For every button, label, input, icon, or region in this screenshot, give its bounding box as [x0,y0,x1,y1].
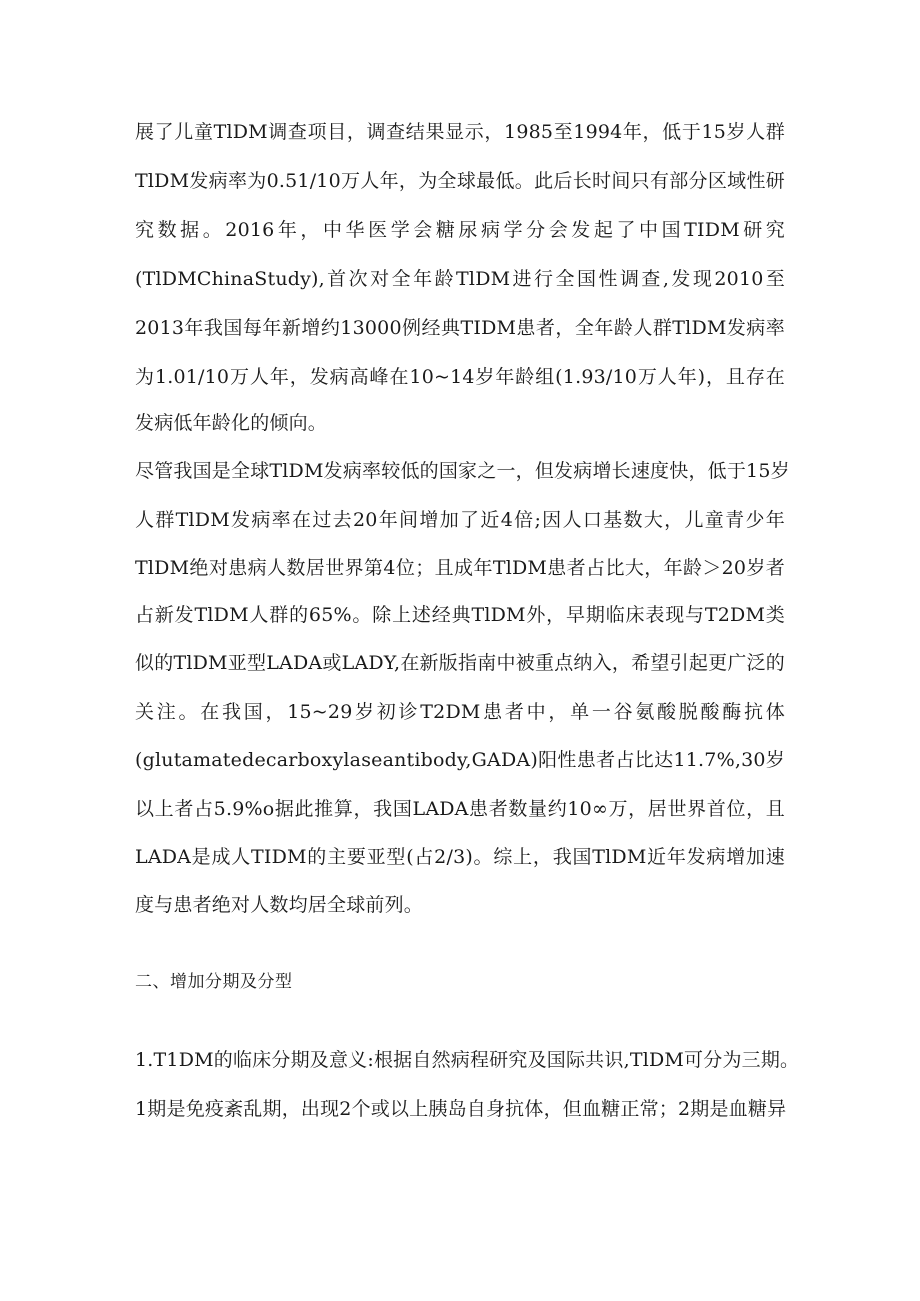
text-line: 度与患者绝对人数均居全球前列。 [135,894,424,916]
text-line: 尽管我国是全球TlDM发病率较低的国家之一，但发病增长速度快，低于15岁 [135,460,790,482]
text-line: LADA是成人TIDM的主要亚型(占2/3)。综上，我国TlDM近年发病增加速 [135,846,785,868]
text-line: TlDM绝对患病人数居世界第4位；且成年TlDM患者占比大，年龄＞20岁者 [135,557,785,579]
text-line: 占新发TlDM人群的65%。除上述经典TlDM外，早期临床表现与T2DM类 [135,604,785,626]
section-heading: 二、增加分期及分型 [135,972,293,992]
text-line: 以上者占5.9%o据此推算，我国LADA患者数量约10∞万，居世界首位，且 [135,798,785,820]
text-line: 关注。在我国，15~29岁初诊T2DM患者中，单一谷氨酸脱酸酶抗体 [135,701,785,723]
text-line: 似的TlDM亚型LADA或LADY,在新版指南中被重点纳入，希望引起更广泛的 [135,652,785,674]
text-line: TlDM发病率为0.51/10万人年，为全球最低。此后长时间只有部分区域性研 [135,170,785,192]
text-line: 2013年我国每年新增约13000例经典TIDM患者，全年龄人群TlDM发病率 [135,317,785,339]
text-line: 1.T1DM的临床分期及意义:根据自然病程研究及国际共识,TlDM可分为三期。 [135,1049,800,1071]
text-line: 展了儿童TlDM调查项目，调查结果显示，1985至1994年，低于15岁人群 [135,121,785,143]
text-line: 究数据。2016年，中华医学会糖尿病学分会发起了中国TIDM研究 [135,219,785,241]
text-line: 1期是免疫紊乱期，出现2个或以上胰岛自身抗体，但血糖正常；2期是血糖异 [135,1098,787,1120]
text-line: (glutamatedecarboxylaseantibody,GADA)阳性患者占比达11.7%,30岁 [135,749,785,771]
text-line: (TlDMChinaStudy),首次对全年龄TlDM进行全国性调查,发现2010至 [135,268,785,290]
text-line: 人群TlDM发病率在过去20年间增加了近4倍;因人口基数大，儿童青少年 [135,509,785,531]
text-line: 发病低年龄化的倾向。 [135,412,328,434]
text-line: 为1.01/10万人年，发病高峰在10~14岁年龄组(1.93/10万人年)，且存在 [135,366,785,388]
